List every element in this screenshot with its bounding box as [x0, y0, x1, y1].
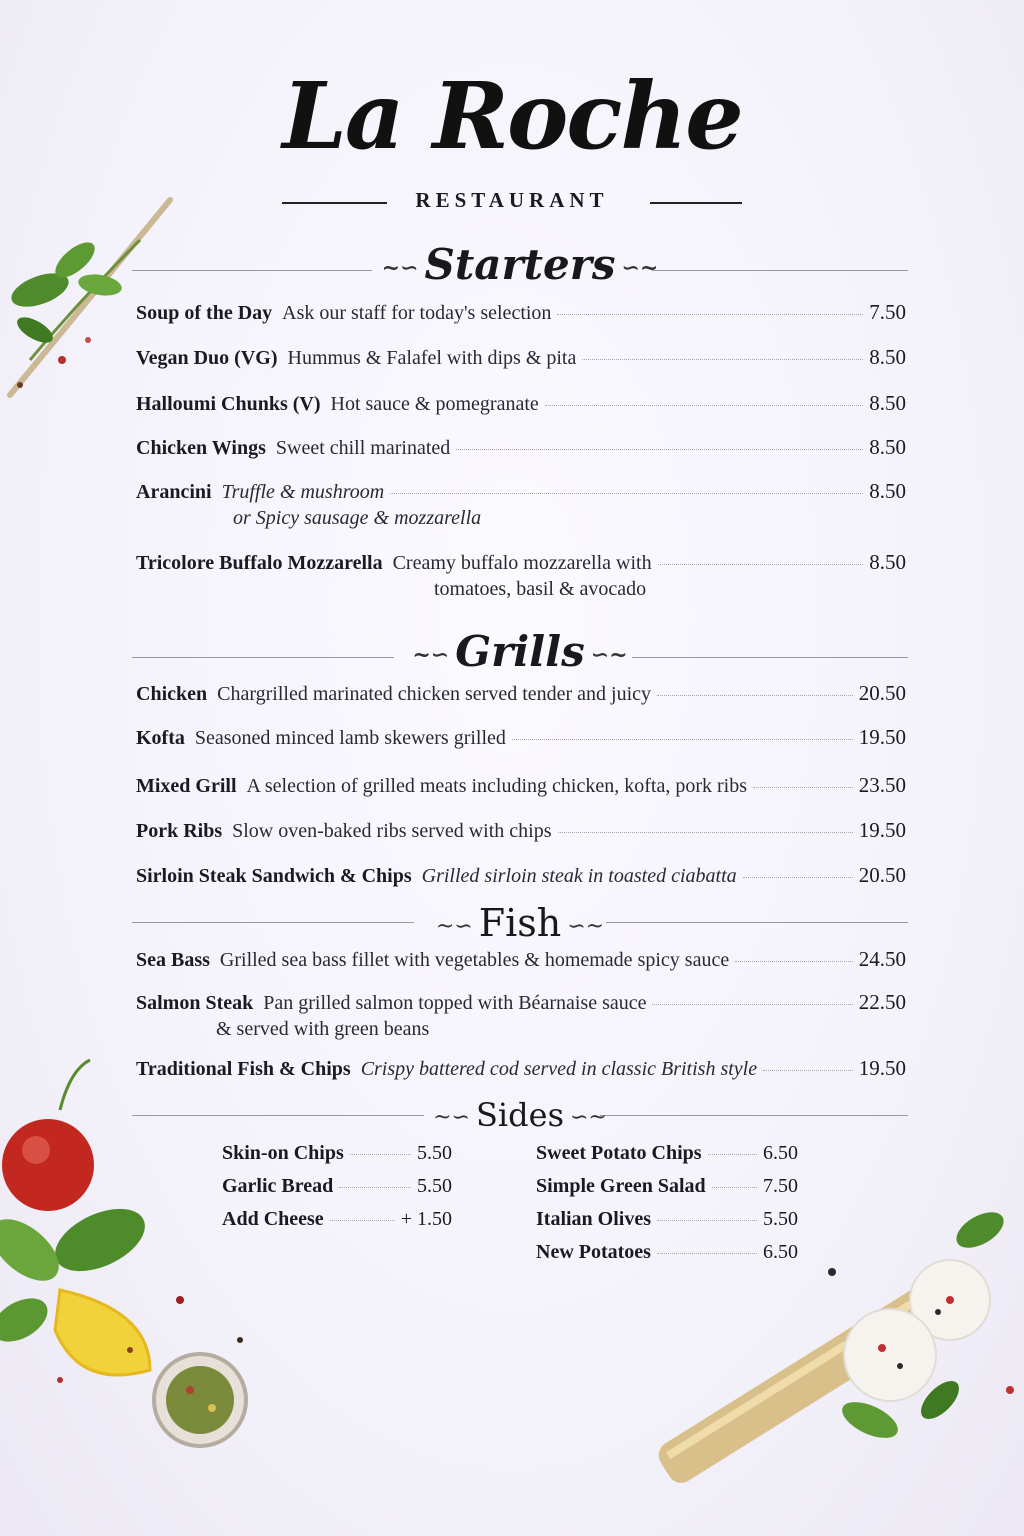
swirl-ornament-icon: ~∽ [435, 913, 473, 939]
side-price: + 1.50 [400, 1208, 452, 1230]
item-description: Pan grilled salmon topped with Béarnaise sauce [263, 992, 647, 1014]
side-price: 5.50 [417, 1142, 452, 1164]
item-name: Pork Ribs [136, 820, 223, 842]
item-description: Truffle & mushroom [221, 481, 385, 503]
item-description-line2: or Spicy sausage & mozzarella [233, 507, 482, 529]
side-name: Simple Green Salad [536, 1175, 706, 1197]
side-name: New Potatoes [536, 1241, 651, 1263]
item-name: Salmon Steak [136, 992, 254, 1014]
item-name: Arancini [136, 481, 212, 503]
item-description-line2: & served with green beans [216, 1018, 430, 1040]
item-name: Chicken [136, 683, 208, 705]
restaurant-subtitle: RESTAURANT [415, 188, 609, 212]
item-price: 8.50 [869, 391, 906, 415]
item-description: Slow oven-baked ribs served with chips [232, 820, 552, 842]
basil-sprig-icon [0, 180, 200, 410]
item-description: Hummus & Falafel with dips & pita [287, 347, 577, 369]
section-title-fish: Fish [478, 901, 562, 945]
item-name: Traditional Fish & Chips [136, 1058, 351, 1080]
side-name: Garlic Bread [222, 1175, 334, 1197]
item-description: Sweet chill marinated [275, 437, 451, 459]
item-description: Chargrilled marinated chicken served tender and juicy [217, 683, 652, 705]
logo [0, 62, 1024, 170]
item-name: Kofta [136, 727, 185, 749]
restaurant-name: La Roche [282, 62, 742, 170]
item-price: 20.50 [858, 681, 906, 705]
item-name: Sea Bass [136, 949, 210, 971]
swirl-ornament-icon: ~∽ [433, 1104, 470, 1130]
item-description: Hot sauce & pomegranate [330, 393, 539, 415]
item-description: Seasoned minced lamb skewers grilled [194, 727, 506, 749]
menu-item [136, 550, 906, 610]
item-price: 19.50 [858, 725, 906, 749]
item-description: Grilled sirloin steak in toasted ciabatta [421, 865, 737, 887]
mozzarella-breadstick-icon [620, 1100, 1024, 1536]
side-name: Add Cheese [222, 1208, 324, 1230]
swirl-ornament-icon: ~∽ [381, 255, 419, 281]
item-description: Crispy battered cod served in classic British style [360, 1058, 758, 1080]
item-name: Chicken Wings [136, 437, 266, 459]
menu-item [136, 435, 906, 465]
swirl-ornament-icon: ∽~ [570, 1104, 607, 1130]
menu-item [136, 947, 906, 977]
section-title-starters: Starters [424, 240, 616, 289]
section-title-grills: Grills [455, 627, 585, 676]
menu-item [136, 479, 906, 539]
section-header-starters [132, 240, 908, 290]
side-name: Sweet Potato Chips [536, 1142, 702, 1164]
item-price: 22.50 [858, 990, 906, 1014]
item-price: 19.50 [858, 818, 906, 842]
menu-item [136, 300, 906, 330]
item-name: Mixed Grill [136, 775, 237, 797]
section-header-fish [132, 901, 908, 945]
menu-item [136, 863, 906, 893]
swirl-ornament-icon: ∽~ [621, 255, 659, 281]
item-name: Vegan Duo (VG) [136, 347, 278, 369]
swirl-ornament-icon: ∽~ [567, 913, 605, 939]
item-description-line2: tomatoes, basil & avocado [434, 578, 647, 600]
item-description: Ask our staff for today's selection [282, 302, 552, 324]
section-title-sides: Sides [476, 1096, 564, 1134]
item-price: 8.50 [869, 435, 906, 459]
item-description: Grilled sea bass fillet with vegetables & homemade spicy sauce [219, 949, 730, 971]
item-name: Sirloin Steak Sandwich & Chips [136, 865, 412, 887]
item-price: 23.50 [858, 773, 906, 797]
item-name: Soup of the Day [136, 302, 273, 324]
swirl-ornament-icon: ~∽ [412, 642, 450, 668]
item-description: Creamy buffalo mozzarella with [392, 552, 652, 574]
menu-item [136, 818, 906, 848]
side-price: 6.50 [763, 1241, 798, 1263]
item-price: 8.50 [869, 479, 906, 503]
menu-item [136, 773, 906, 803]
menu-item [136, 681, 906, 711]
side-price: 7.50 [763, 1175, 798, 1197]
menu-item [136, 725, 906, 755]
side-name: Italian Olives [536, 1208, 652, 1230]
tomato-basil-lemon-icon [0, 1050, 280, 1536]
item-price: 19.50 [858, 1056, 906, 1080]
swirl-ornament-icon: ∽~ [590, 642, 628, 668]
menu-item [136, 391, 906, 421]
item-price: 24.50 [858, 947, 906, 971]
item-price: 8.50 [869, 550, 906, 574]
item-price: 20.50 [858, 863, 906, 887]
item-description: A selection of grilled meats including chicken, kofta, pork ribs [246, 775, 747, 797]
side-price: 6.50 [763, 1142, 798, 1164]
item-name: Tricolore Buffalo Mozzarella [136, 552, 383, 574]
section-header-grills [132, 627, 908, 677]
side-name: Skin-on Chips [222, 1142, 344, 1164]
menu-item [136, 345, 906, 375]
side-price: 5.50 [417, 1175, 452, 1197]
item-price: 7.50 [869, 300, 906, 324]
item-name: Halloumi Chunks (V) [136, 393, 321, 415]
item-price: 8.50 [869, 345, 906, 369]
menu-item [136, 990, 906, 1050]
side-price: 5.50 [763, 1208, 798, 1230]
